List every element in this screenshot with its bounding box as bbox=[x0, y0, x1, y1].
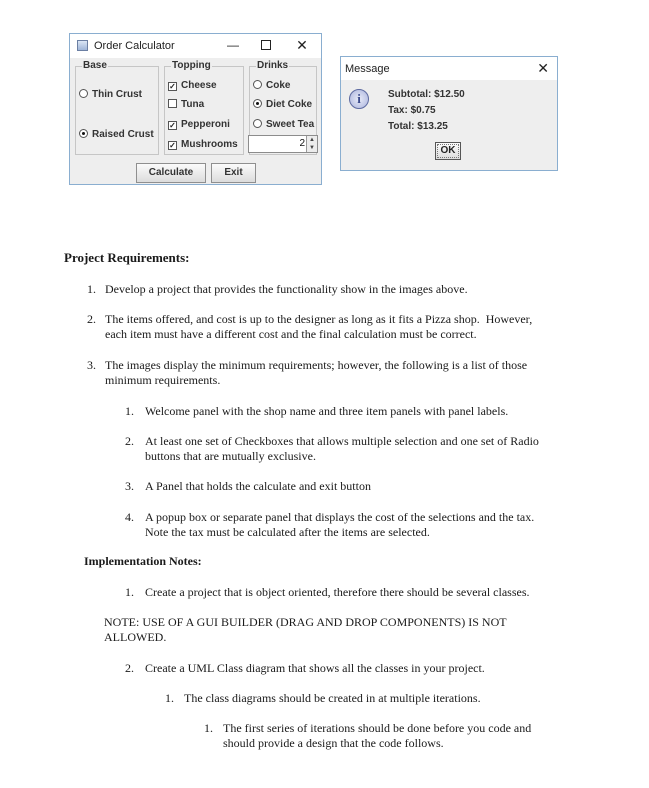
list-item bbox=[105, 358, 527, 388]
maximize-icon[interactable] bbox=[256, 37, 276, 54]
spinner-up-icon[interactable]: ▲ bbox=[306, 136, 317, 145]
spinner-down-icon[interactable]: ▼ bbox=[306, 144, 317, 152]
window-title: Order Calculator bbox=[94, 40, 175, 52]
list-item-line: Welcome panel with the shop name and three item panels with panel labels. bbox=[145, 404, 509, 418]
list-item-line: The items offered, and cost is up to the designer as long as it fits a Pizza shop. However, bbox=[105, 312, 533, 326]
list-number: 4. bbox=[125, 510, 134, 524]
list-item-line: Develop a project that provides the functionality show in the images above. bbox=[105, 282, 468, 296]
topping-panel-label: Topping bbox=[172, 60, 211, 71]
close-icon[interactable]: ✕ bbox=[296, 37, 308, 53]
radio-diet-coke[interactable] bbox=[253, 99, 312, 111]
radio-raised-crust-label: Raised Crust bbox=[92, 129, 154, 140]
list-item: The class diagrams should be created in at multiple iterations. bbox=[184, 691, 481, 705]
message-dialog bbox=[340, 56, 558, 171]
topping-panel bbox=[164, 60, 244, 155]
checkbox-pepperoni[interactable] bbox=[168, 119, 230, 131]
base-panel bbox=[75, 60, 159, 155]
radio-diet-coke-label: Diet Coke bbox=[266, 99, 313, 110]
radio-raised-crust[interactable] bbox=[79, 129, 154, 141]
drinks-panel-label: Drinks bbox=[257, 60, 289, 71]
calculate-button[interactable]: Calculate bbox=[136, 163, 206, 183]
checkbox-tuna[interactable] bbox=[168, 99, 204, 111]
list-item bbox=[223, 721, 531, 751]
list-number: 3. bbox=[125, 479, 134, 493]
list-item bbox=[145, 479, 371, 494]
note-line: NOTE: USE OF A GUI BUILDER (DRAG AND DROP COMPONENTS) IS NOT bbox=[104, 615, 507, 629]
close-icon[interactable]: ✕ bbox=[537, 60, 549, 76]
list-item-line: The first series of iterations should be done before you code and bbox=[223, 721, 532, 735]
list-item bbox=[145, 434, 539, 464]
implementation-heading: Implementation Notes: bbox=[84, 554, 202, 568]
subtotal-text: Subtotal: $12.50 bbox=[388, 89, 465, 100]
ok-button[interactable]: OK bbox=[435, 142, 461, 160]
list-item-line: buttons that are mutually exclusive. bbox=[145, 449, 316, 463]
java-app-icon bbox=[77, 40, 88, 51]
minimize-icon[interactable]: — bbox=[227, 38, 239, 52]
note-line: ALLOWED. bbox=[104, 630, 167, 644]
list-number: 1. bbox=[87, 282, 96, 296]
checkbox-mushrooms[interactable] bbox=[168, 139, 238, 151]
radio-coke[interactable] bbox=[253, 80, 290, 92]
list-item: Create a UML Class diagram that shows all the classes in your project. bbox=[145, 661, 485, 675]
list-number: 2. bbox=[125, 434, 134, 448]
radio-selected-icon bbox=[253, 99, 262, 108]
gui-builder-note bbox=[104, 615, 507, 645]
radio-selected-icon bbox=[79, 129, 88, 138]
list-number: 1. bbox=[204, 721, 213, 735]
radio-sweet-tea[interactable] bbox=[253, 119, 314, 131]
checkbox-cheese-label: Cheese bbox=[181, 80, 217, 91]
info-icon: i bbox=[349, 89, 369, 109]
list-item bbox=[145, 510, 534, 540]
list-item-line: A Panel that holds the calculate and exit button bbox=[145, 479, 371, 493]
radio-circle-icon bbox=[79, 89, 88, 98]
list-number: 1. bbox=[125, 585, 134, 599]
list-item-line: each item must have a different cost and the final calculation must be correct. bbox=[105, 327, 477, 341]
radio-circle-icon bbox=[253, 119, 262, 128]
requirements-heading: Project Requirements: bbox=[64, 250, 190, 265]
list-item bbox=[105, 312, 532, 342]
total-text: Total: $13.25 bbox=[388, 121, 448, 132]
list-item-line: should provide a design that the code follows. bbox=[223, 736, 444, 750]
order-calculator-window bbox=[69, 33, 322, 185]
checkbox-cheese[interactable] bbox=[168, 80, 217, 92]
list-number: 2. bbox=[125, 661, 134, 675]
checkbox-empty-icon bbox=[168, 99, 177, 108]
checkmark-icon: ✓ bbox=[169, 82, 176, 91]
dialog-title: Message bbox=[345, 63, 390, 75]
list-item: Create a project that is object oriented, therefore there should be several classes. bbox=[145, 585, 530, 599]
list-item bbox=[105, 282, 468, 297]
list-item-line: minimum requirements. bbox=[105, 373, 221, 387]
exit-button[interactable]: Exit bbox=[211, 163, 256, 183]
tax-text: Tax: $0.75 bbox=[388, 105, 436, 116]
list-item bbox=[145, 404, 508, 419]
base-panel-label: Base bbox=[83, 60, 107, 71]
list-number: 1. bbox=[165, 691, 174, 705]
list-item-line: Note the tax must be calculated after the items are selected. bbox=[145, 525, 430, 539]
radio-coke-label: Coke bbox=[266, 80, 291, 91]
checkbox-pepperoni-label: Pepperoni bbox=[181, 119, 230, 130]
checkbox-tuna-label: Tuna bbox=[181, 99, 205, 110]
list-item-line: The images display the minimum requirements; however, the following is a list of those bbox=[105, 358, 528, 372]
quantity-value: 2 bbox=[299, 138, 305, 149]
checkmark-icon: ✓ bbox=[169, 121, 176, 130]
radio-sweet-tea-label: Sweet Tea bbox=[266, 119, 315, 130]
dialog-title-bar bbox=[341, 57, 557, 80]
radio-circle-icon bbox=[253, 80, 262, 89]
radio-thin-crust[interactable] bbox=[79, 89, 142, 101]
checkmark-icon: ✓ bbox=[169, 141, 176, 150]
list-number: 3. bbox=[87, 358, 96, 372]
radio-thin-crust-label: Thin Crust bbox=[92, 89, 142, 100]
list-item-line: A popup box or separate panel that displays the cost of the selections and the tax. bbox=[145, 510, 535, 524]
checkbox-mushrooms-label: Mushrooms bbox=[181, 139, 238, 150]
quantity-spinner[interactable] bbox=[248, 135, 318, 153]
list-number: 2. bbox=[87, 312, 96, 326]
list-number: 1. bbox=[125, 404, 134, 418]
list-item-line: At least one set of Checkboxes that allows multiple selection and one set of Radio bbox=[145, 434, 539, 448]
title-bar bbox=[70, 34, 321, 58]
